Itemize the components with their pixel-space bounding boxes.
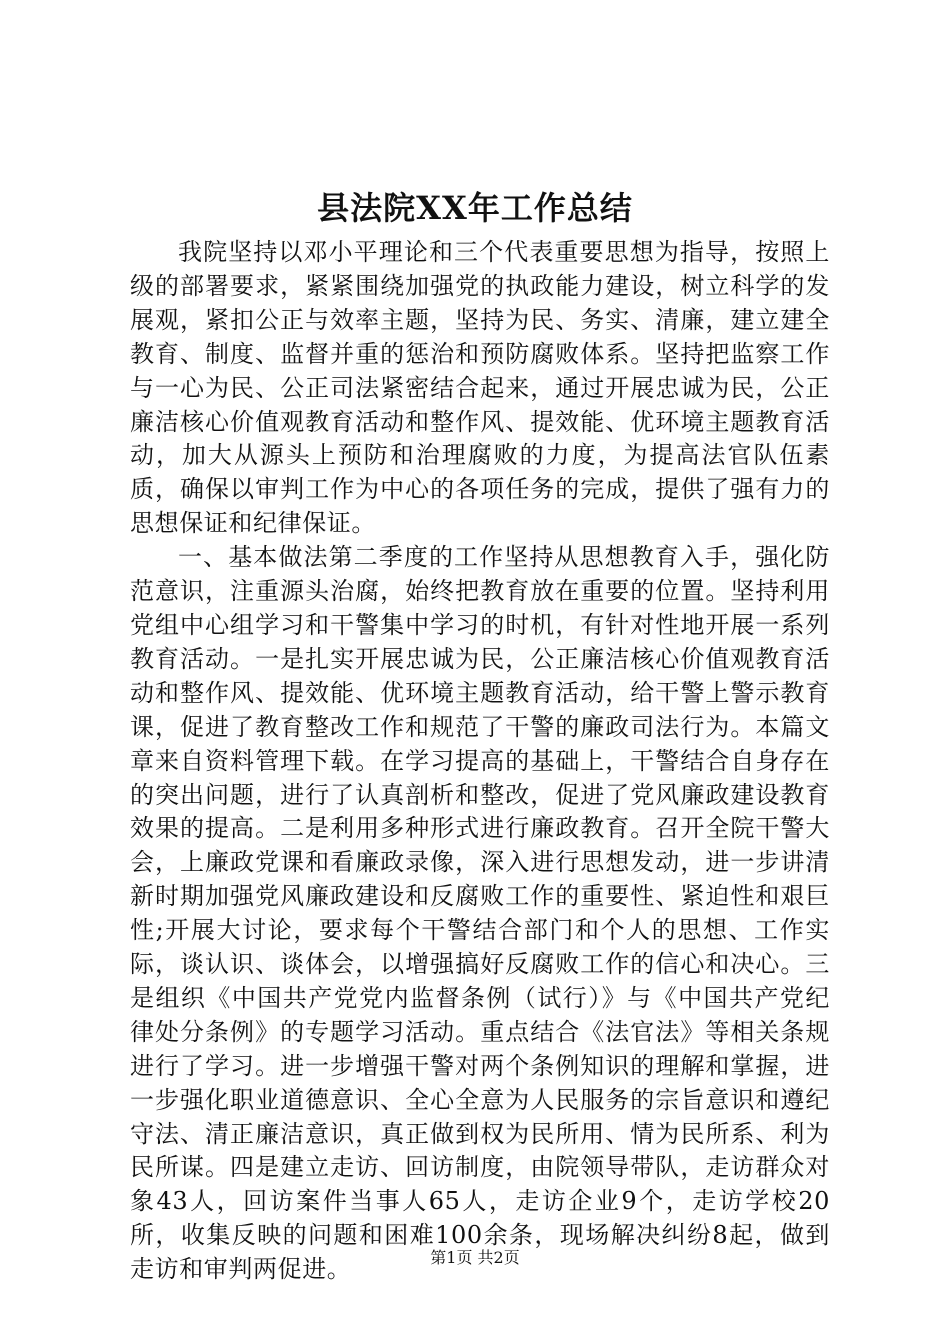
page-number: 第1页 共2页: [430, 1248, 520, 1267]
document-title: 县法院XX年工作总结: [317, 189, 633, 227]
document-body: [130, 236, 830, 1287]
paragraph-intro: 我院坚持以邓小平理论和三个代表重要思想为指导，按照上级的部署要求，紧紧围绕加强党的执政能力建设，树立科学的发展观，紧扣公正与效率主题，坚持为民、务实、清廉，建立建全教育、制度、监督并重的惩治和预防腐败体系。坚持把监察工作与一心为民、公正司法紧密结合起来，通过开展忠诚为民，公正廉洁核心价值观教育活动和整作风、提效能、优环境主题教育活动，加大从源头上预防和治理腐败的力度，为提高法官队伍素质，确保以审判工作为中心的各项任务的完成，提供了强有力的思想保证和纪律保证。: [130, 238, 830, 538]
paragraph-basic-practices: 一、基本做法第二季度的工作坚持从思想教育入手，强化防范意识，注重源头治腐，始终把教育放在重要的位置。坚持利用党组中心组学习和干警集中学习的时机，有针对性地开展一系列教育活动。一是扎实开展忠诚为民，公正廉洁核心价值观教育活动和整作风、提效能、优环境主题教育活动，给干警上警示教育课，促进了教育整改工作和规范了干警的廉政司法行为。本篇文章来自资料管理下载。在学习提高的基础上，干警结合自身存在的突出问题，进行了认真剖析和整改，促进了党风廉政建设教育效果的提高。二是利用多种形式进行廉政教育。召开全院干警大会，上廉政党课和看廉政录像，深入进行思想发动，进一步讲清新时期加强党风廉政建设和反腐败工作的重要性、紧迫性和艰巨性;开展大讨论，要求每个干警结合部门和个人的思想、工作实际，谈认识、谈体会，以增强搞好反腐败工作的信心和决心。三是组织《中国共产党党内监督条例（试行）》与《中国共产党纪律处分条例》的专题学习活动。重点结合《法官法》等相关条规进行了学习。进一步增强干警对两个条例知识的理解和掌握，进一步强化职业道德意识、全心全意为人民服务的宗旨意识和遵纪守法、清正廉洁意识，真正做到权为民所用、情为民所系、利为民所谋。四是建立走访、回访制度，由院领导带队，走访群众对象43人，回访案件当事人65人，走访企业9个，走访学校20所，收集反映的问题和困难100余条，现场解决纠纷8起，做到走访和审判两促进。: [130, 543, 830, 1284]
